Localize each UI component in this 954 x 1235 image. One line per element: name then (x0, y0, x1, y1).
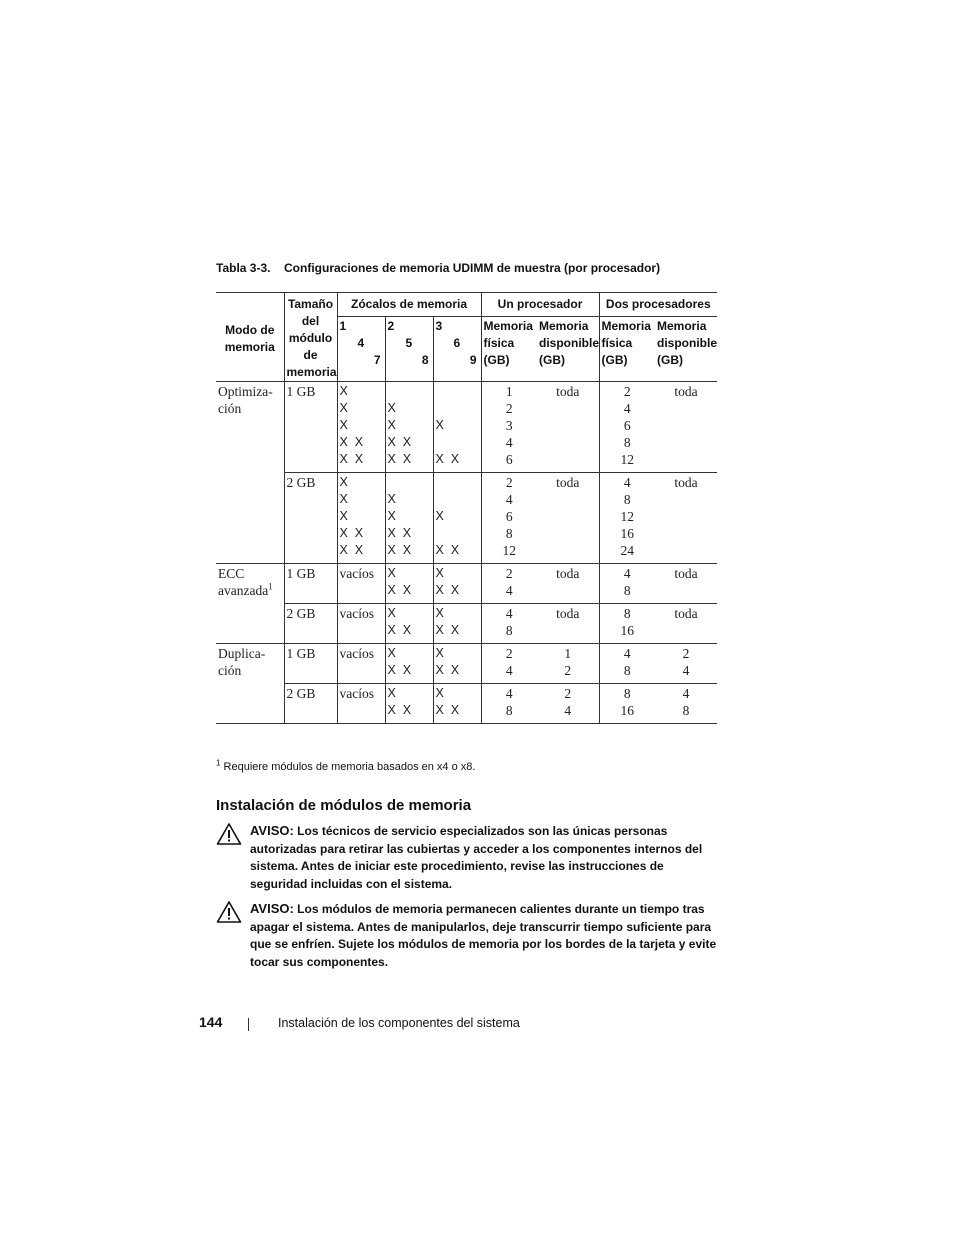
available-memory-2: toda (655, 473, 717, 564)
header-available-memory-1: Memoria disponible (GB) (539, 319, 600, 367)
footer-separator (248, 1018, 249, 1031)
header-mode: Modo de memoria (216, 293, 284, 382)
module-size: 2 GB (284, 684, 337, 724)
available-memory-2: toda (655, 604, 717, 644)
footnote-marker: 1 (216, 758, 221, 768)
physical-memory-1: 4 8 (481, 684, 537, 724)
notice-keyword: AVISO: (250, 901, 294, 916)
socket-col-1: vacíos (337, 644, 385, 684)
socket-col-2: X X X X X X (385, 473, 433, 564)
table-caption (216, 261, 660, 275)
table-row (216, 473, 717, 564)
socket-col-2: X X X (385, 684, 433, 724)
physical-memory-1: 2 4 (481, 564, 537, 604)
physical-memory-2: 2 4 6 8 12 (599, 382, 655, 473)
footnote-text: Requiere módulos de memoria basados en x4 o x8. (223, 761, 476, 773)
notice-keyword: AVISO: (250, 823, 294, 838)
notice-text: Los técnicos de servicio especializados son las únicas personas autorizadas para retirar las cubiertas y acceder a los componentes internos del sistema. Antes de iniciar este procedimiento, revise las instrucciones de seguridad incluidas con el sistema. (250, 824, 703, 891)
header-two-processors: Dos procesadores (599, 293, 717, 317)
physical-memory-1: 4 8 (481, 604, 537, 644)
table-title: Configuraciones de memoria UDIMM de muestra (por procesador) (284, 261, 661, 275)
table-row (216, 684, 717, 724)
available-memory-1: toda (537, 564, 599, 604)
socket-col-2: X X X (385, 644, 433, 684)
running-title: Instalación de los componentes del sistema (278, 1016, 520, 1030)
physical-memory-2: 4 8 (599, 644, 655, 684)
header-physical-memory-1: Memoria física (GB) (481, 317, 537, 382)
socket-col-3: X X X (433, 382, 481, 473)
available-memory-1: toda (537, 473, 599, 564)
module-size: 1 GB (284, 564, 337, 604)
physical-memory-2: 4 8 12 16 24 (599, 473, 655, 564)
physical-memory-1: 1 2 3 4 6 (481, 382, 537, 473)
header-sockets: Zócalos de memoria (337, 293, 481, 317)
module-size: 1 GB (284, 382, 337, 473)
table-footnote (216, 758, 476, 773)
table-row (216, 564, 717, 604)
warning-triangle-icon (216, 822, 242, 846)
table-row (216, 604, 717, 644)
socket-col-3: X X X (433, 564, 481, 604)
mode-optimization: Optimiza-ción (218, 384, 273, 416)
footnote-marker: 1 (268, 581, 273, 592)
socket-col-2: X X X X X X (385, 382, 433, 473)
socket-col-3: X X X (433, 604, 481, 644)
socket-col-1: vacíos (337, 684, 385, 724)
table-row (216, 644, 717, 684)
available-memory-2: toda (674, 384, 698, 399)
section-title: Instalación de módulos de memoria (216, 797, 472, 814)
mode-mirroring: Duplica-ción (216, 644, 284, 724)
module-size: 2 GB (284, 473, 337, 564)
physical-memory-2: 8 16 (599, 604, 655, 644)
header-socket-col-1: 1 4 7 (337, 317, 385, 382)
module-size: 1 GB (284, 644, 337, 684)
physical-memory-2: 4 8 (599, 564, 655, 604)
socket-col-2: X X X (385, 604, 433, 644)
header-physical-memory-2: Memoria física (GB) (599, 317, 655, 382)
table-row (216, 382, 717, 473)
available-memory-2: 2 4 (655, 644, 717, 684)
socket-col-2: X X X (385, 564, 433, 604)
page-number: 144 (199, 1014, 223, 1030)
notice-warning-1 (216, 822, 717, 893)
socket-col-3: X X X (433, 684, 481, 724)
notice-text: Los módulos de memoria permanecen calientes durante un tiempo tras apagar el sistema. Antes de manipularlos, deje transcurrir tiempo suficiente para que se enfríen. Sujete los módulos de memoria por los bordes de la tarjeta y evite tocar sus componentes. (250, 902, 717, 969)
available-memory-1: 1 2 (537, 644, 599, 684)
memory-configuration-table (216, 292, 717, 724)
socket-col-3: X X X (433, 644, 481, 684)
mode-advanced-ecc: ECC avanzada$^1$ (216, 564, 284, 644)
available-memory-1: toda (537, 604, 599, 644)
warning-triangle-icon (216, 900, 242, 924)
socket-col-1: X X X X X X X (337, 473, 385, 564)
physical-memory-1: 2 4 6 8 12 (481, 473, 537, 564)
available-memory-2: 4 8 (655, 684, 717, 724)
available-memory-1: 2 4 (537, 684, 599, 724)
table-number: Tabla 3-3. (216, 261, 271, 275)
available-memory-2: toda (655, 564, 717, 604)
header-one-processor: Un procesador (481, 293, 599, 317)
socket-col-1: X X X X X X X (337, 382, 385, 473)
header-module-size: Tamaño del módulo de memoria (284, 293, 337, 382)
header-socket-col-3: 3 6 9 (433, 317, 481, 382)
module-size: 2 GB (284, 604, 337, 644)
header-available-memory-2: Memoria disponible (GB) (657, 319, 718, 367)
socket-col-1: vacíos (337, 564, 385, 604)
header-socket-col-2: 2 5 8 (385, 317, 433, 382)
available-memory-1: toda (556, 384, 580, 399)
socket-col-1: vacíos (337, 604, 385, 644)
physical-memory-2: 8 16 (599, 684, 655, 724)
notice-warning-2 (216, 900, 717, 971)
socket-col-3: X X X (433, 473, 481, 564)
physical-memory-1: 2 4 (481, 644, 537, 684)
